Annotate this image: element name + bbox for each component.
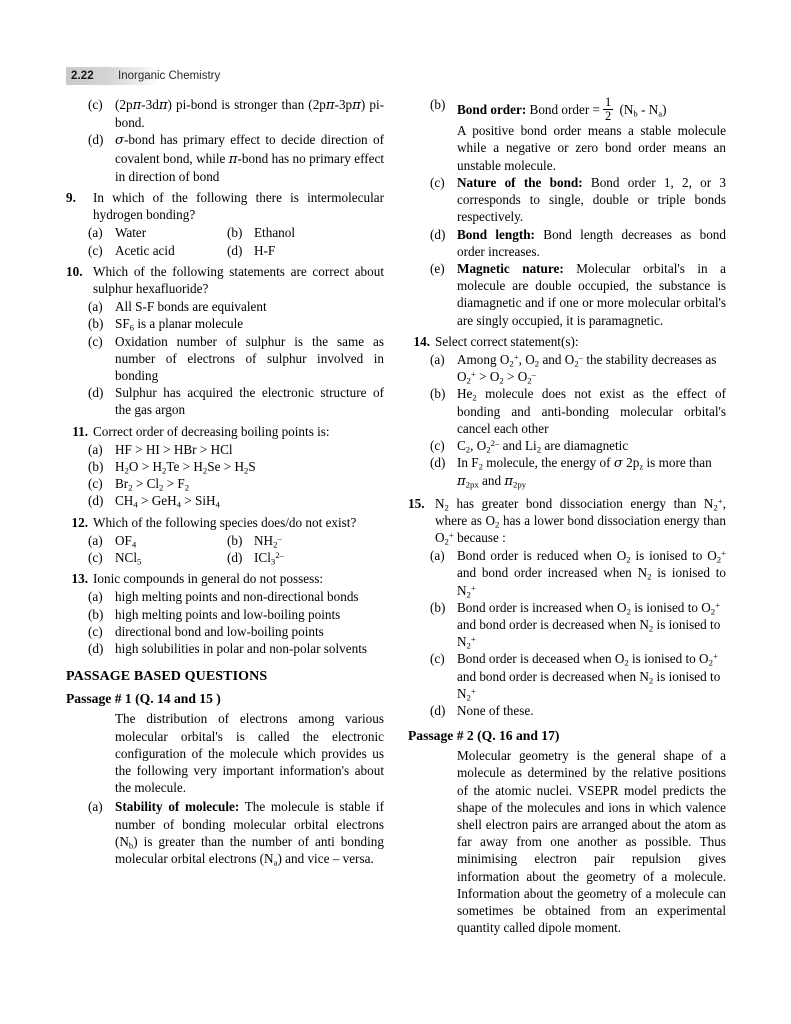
option-label: (a): [430, 351, 445, 367]
option-text: (2pπ-3dπ) pi-bond is stronger than (2pπ-3pπ) pi-bond.: [115, 97, 384, 131]
option-label: (a): [88, 225, 103, 241]
option-label: (d): [88, 641, 104, 657]
passage-2-heading: Passage # 2 (Q. 16 and 17): [408, 728, 560, 744]
page-number: 2.22: [66, 67, 158, 85]
option-label: (b): [430, 386, 446, 402]
option-item: [66, 458, 384, 475]
option-row: [66, 224, 384, 241]
option-label: (d): [88, 385, 104, 401]
option-item: [66, 131, 384, 185]
question-number: 15.: [408, 495, 425, 511]
option-text: All S-F bonds are equivalent: [115, 299, 267, 315]
option-item: [66, 441, 384, 458]
option-text: ICl$_3^{2-}$: [254, 549, 284, 567]
running-head: [66, 66, 220, 86]
option-text: Bond order is deceased when $O_2$ is ionised to $O_2^+$ and bond order is decreased when $N_2$ is ionised to $N_2^+$: [457, 651, 721, 703]
option-item: [66, 333, 384, 385]
option-item: [66, 532, 225, 549]
option-label: (d): [88, 132, 104, 148]
option-text: [457, 227, 726, 259]
fraction-denominator: 2: [604, 108, 612, 123]
option-label: (b): [88, 316, 104, 332]
term-label: Magnetic nature:: [457, 260, 564, 276]
question-9: [66, 189, 384, 223]
option-label: (a): [88, 532, 103, 548]
question-10: [66, 263, 384, 297]
option-item: [225, 242, 384, 259]
option-item: [66, 96, 384, 131]
option-text: NCl$_5$: [115, 550, 142, 567]
passage-2-intro: Molecular geometry is the general shape of a molecule as determined by the relative positions of the atomic nuclei. VSEPR model predicts the shape of the molecules and ions in which valence shell electron pairs are arranged about the atom as far away from one another as possible. Thus minimising electron pair repulsion gives information about the geometry of a molecule. Information about the geometry of a molecule can sometimes be obtained from an experimental quantity called dipole moment.: [457, 748, 726, 936]
option-text: $SF_6$ is a planar molecule: [115, 316, 244, 333]
option-label: (d): [430, 226, 446, 242]
question-13: [66, 570, 384, 587]
question-number: 13.: [71, 571, 88, 587]
option-label: (a): [88, 799, 103, 815]
option-item: [66, 224, 225, 241]
option-label: (e): [430, 260, 445, 276]
question-stem: Ionic compounds in general do not possess:: [93, 571, 324, 587]
option-text: Acetic acid: [115, 242, 175, 258]
term-label: Stability of molecule:: [115, 799, 240, 815]
option-item: [408, 702, 726, 719]
option-label: (c): [430, 174, 445, 190]
point-body: Bond length decreases as bond order increases.: [457, 226, 726, 259]
option-label: (a): [430, 548, 445, 564]
passage-1-intro: The distribution of electrons among various molecular orbital's is called the electronic configuration of the molecule which provides us the following very important information's about the molecule.: [115, 711, 384, 796]
term-label: Nature of the bond:: [457, 174, 583, 190]
option-text: Among $O_2^+$, $O_2$ and $O_2^-$ the stability decreases as $O_2^+ > O_2 > O_2^-$: [457, 351, 717, 386]
option-item: [408, 385, 726, 437]
question-stem: Which of the following species does/do not exist?: [93, 514, 357, 530]
option-text: $H_2O > H_2Te > H_2Se > H_2S$: [115, 459, 256, 476]
option-text: $He_2$ molecule does not exist as the effect of bonding and anti-bonding molecular orbital's cancel each other: [457, 386, 726, 436]
option-item: [225, 224, 384, 241]
option-label: (b): [430, 599, 446, 615]
passage-1-point-c: [408, 174, 726, 226]
question-stem: $N_2$ has greater bond dissociation energy than $N_2^+$, where as $O_2$ has a lower bond dissociation energy than $O_2^+$ because :: [435, 495, 726, 547]
option-item: [408, 351, 726, 385]
option-label: (b): [88, 459, 104, 475]
passage-1-point-b: [408, 96, 726, 174]
option-label: (c): [88, 242, 103, 258]
point-body: Bond order 1, 2, or 3 corresponds to single, double or triple bonds respectively.: [457, 174, 726, 225]
option-label: (d): [227, 242, 243, 258]
fraction-one-half: [603, 96, 613, 122]
option-text: Oxidation number of sulphur is the same as number of electrons of sulphur involved in bonding: [115, 333, 384, 384]
term-label: Bond order:: [457, 102, 527, 118]
option-text: Water: [115, 225, 147, 241]
option-label: (d): [227, 550, 243, 566]
option-text: None of these.: [457, 702, 534, 718]
option-text: [457, 261, 726, 328]
option-item: [66, 384, 384, 418]
option-text: [457, 175, 726, 224]
question-number: 9.: [66, 190, 76, 206]
option-label: (c): [430, 651, 445, 667]
two-column-body: [66, 96, 726, 1001]
option-text: $Br_2 > Cl_2 > F_2$: [115, 476, 190, 493]
option-label: (b): [88, 606, 104, 622]
option-label: (a): [88, 589, 103, 605]
formula-lead: Bond order =: [529, 102, 600, 118]
option-text: H-F: [254, 242, 276, 258]
option-label: (c): [88, 623, 103, 639]
option-text: $CH_4 > GeH_4 > SiH_4$: [115, 493, 220, 510]
option-text: $C_2$, $O_2^{2-}$ and $Li_2$ are diamagnetic: [457, 437, 629, 455]
question-number: 10.: [66, 263, 83, 279]
option-text: σ-bond has primary effect to decide direction of covalent bond, while π-bond has no primary effect in direction of bond: [115, 132, 385, 184]
option-label: (a): [88, 441, 103, 457]
option-label: (b): [430, 97, 446, 112]
option-text: Sulphur has acquired the electronic structure of the gas argon: [115, 385, 384, 418]
passage-1-point-d: [408, 226, 726, 260]
option-item: [66, 549, 225, 566]
option-item: [225, 532, 384, 549]
option-text: Stability of molecule: The molecule is stable if number of bonding molecular orbital electrons $(N_b)$ is greater than the number of anti bonding molecular orbital electrons $(N_a)$ and vice – versa.: [115, 799, 384, 868]
section-heading: PASSAGE BASED QUESTIONS: [66, 669, 268, 685]
option-item: [66, 492, 384, 509]
left-column: [66, 96, 384, 867]
option-item: [66, 606, 384, 623]
question-stem: In which of the following there is intermolecular hydrogen bonding?: [93, 190, 384, 223]
option-label: (d): [430, 702, 446, 718]
option-item: [408, 437, 726, 454]
point-body: Molecular orbital's in a molecule are double occupied, the substance is diamagnetic and if one or more molecular orbital's are singly occupied, it is paramagnetic.: [457, 260, 726, 328]
option-row: [66, 242, 384, 259]
option-item: [66, 475, 384, 492]
question-12: [66, 514, 384, 531]
option-text: $NH_2^-$: [254, 532, 282, 550]
fraction-numerator: 1: [604, 95, 612, 109]
option-item: [66, 588, 384, 605]
option-text: $OF_4$: [115, 532, 137, 550]
option-item: [66, 623, 384, 640]
option-label: (a): [88, 299, 103, 315]
option-item: [225, 549, 384, 566]
question-stem: Correct order of decreasing boiling points is:: [93, 423, 330, 439]
question-number: 11.: [72, 423, 88, 439]
option-label: (d): [430, 455, 446, 471]
question-stem: Select correct statement(s):: [435, 333, 579, 349]
option-text: Ethanol: [254, 225, 296, 241]
option-item: [408, 599, 726, 651]
option-text: directional bond and low-boiling points: [115, 623, 324, 639]
book-title: Inorganic Chemistry: [118, 70, 221, 82]
option-text: Bond order: Bond order = $\frac{1}{2}$ $(N_b - N_a)$ A positive bond order means a stable molecule while a negative or zero bond order means an unstable molecule.: [457, 95, 726, 173]
option-label: (c): [88, 476, 103, 492]
option-text: Bond order is reduced when $O_2$ is ionised to $O_2^+$ and bond order increased when $N_2$ is ionised to $N_2^+$: [457, 547, 726, 599]
option-text: Bond order is increased when $O_2$ is ionised to $O_2^+$ and bond order is decreased when $N_2$ is ionised to $N_2^+$: [457, 599, 721, 651]
passage-1-point-e: [408, 260, 726, 329]
option-row: [66, 532, 384, 549]
option-item: [408, 650, 726, 702]
option-item: [408, 454, 726, 490]
option-label: (d): [88, 493, 104, 509]
option-text: high solubilities in polar and non-polar solvents: [115, 641, 367, 657]
question-11: [66, 423, 384, 440]
option-item: [66, 640, 384, 657]
option-item: [66, 242, 225, 259]
option-text: high melting points and low-boiling points: [115, 606, 341, 622]
question-number: 14.: [413, 333, 430, 349]
question-14: [408, 333, 726, 350]
option-item: [66, 315, 384, 332]
question-number: 12.: [71, 514, 88, 530]
option-label: (b): [227, 532, 243, 548]
option-item: [408, 547, 726, 599]
right-column: [408, 96, 726, 936]
option-text: HF > HI > HBr > HCl: [115, 441, 233, 457]
option-label: (c): [88, 550, 103, 566]
question-15: [408, 495, 726, 547]
option-label: (b): [227, 225, 243, 241]
option-text: high melting points and non-directional bonds: [115, 589, 359, 605]
question-stem: Which of the following statements are correct about sulphur hexafluoride?: [93, 263, 384, 297]
option-label: (c): [88, 97, 103, 112]
passage-1-heading: Passage # 1 (Q. 14 and 15 ): [66, 691, 221, 707]
passage-1-point-a: [66, 798, 384, 867]
option-label: (c): [88, 333, 103, 349]
option-label: (c): [430, 437, 445, 453]
option-item: [66, 298, 384, 315]
term-label: Bond length:: [457, 226, 535, 242]
option-row: [66, 549, 384, 566]
option-text: In $F_2$ molecule, the energy of σ $2p_z$ is more than $\pi_{2px}$ and $\pi_{2py}$: [457, 455, 712, 490]
